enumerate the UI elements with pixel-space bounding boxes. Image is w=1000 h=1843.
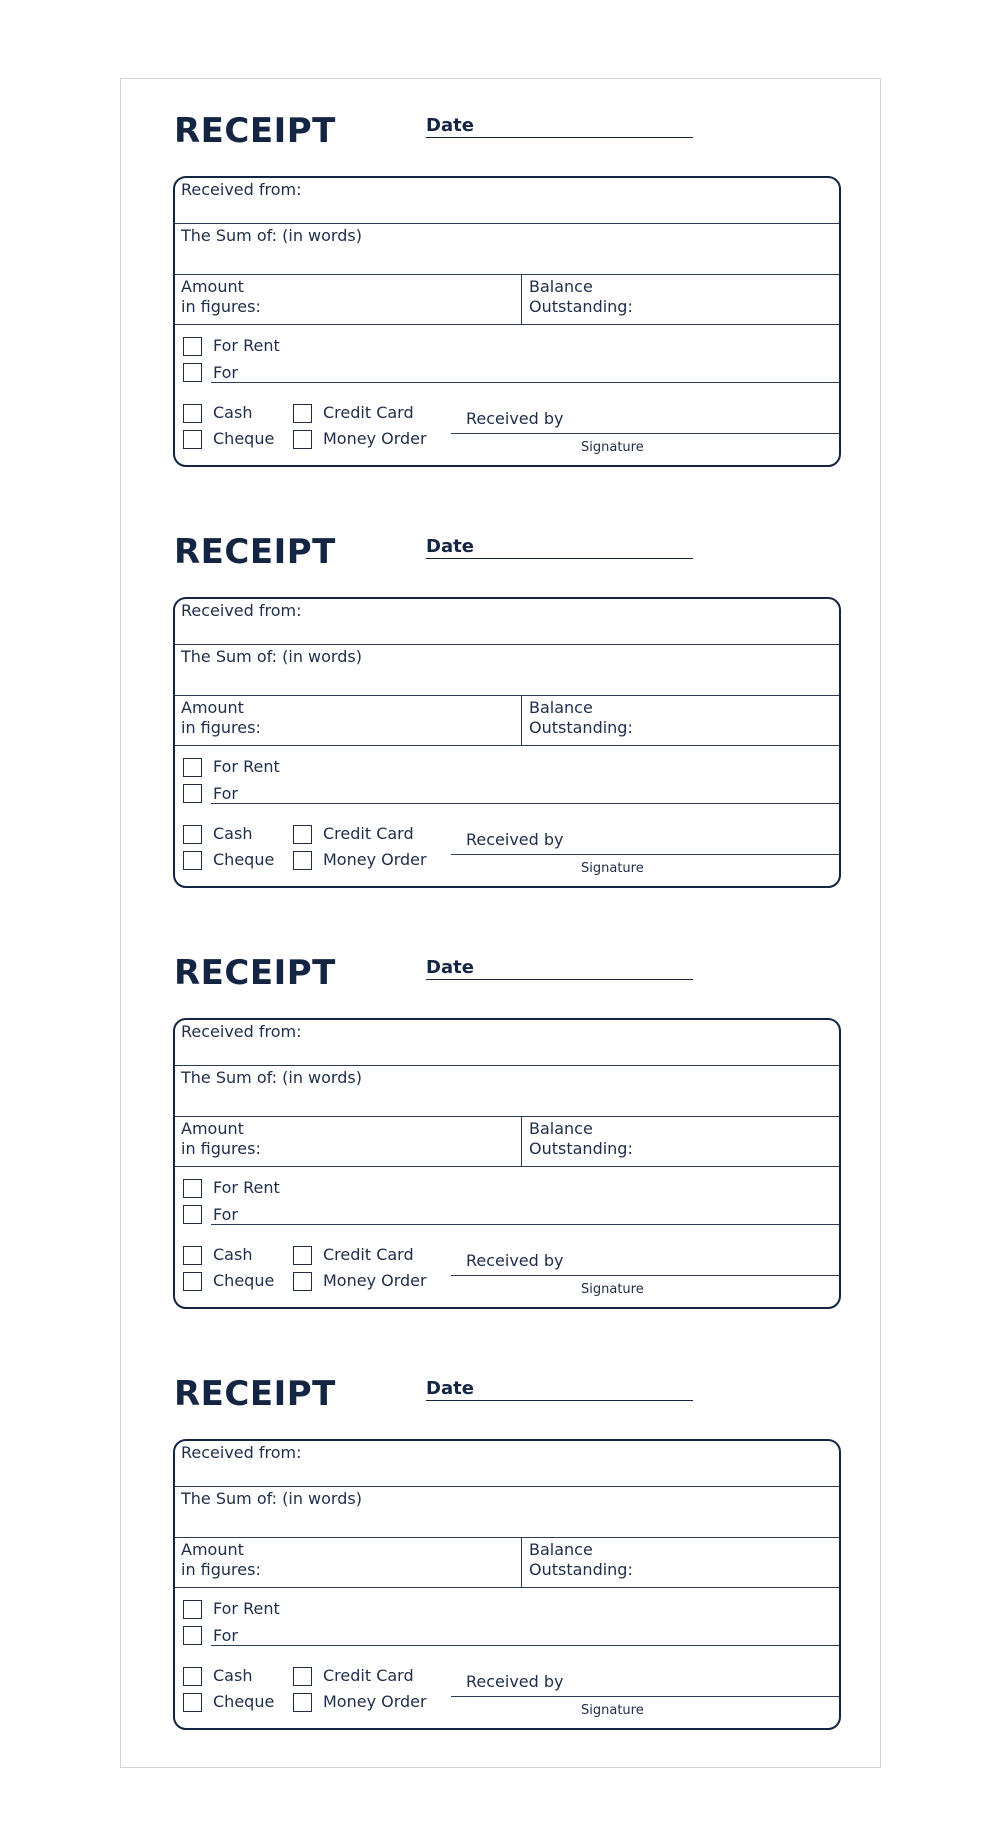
balance-label-line2: Outstanding: xyxy=(529,1139,633,1158)
cheque-checkbox[interactable] xyxy=(183,430,202,449)
divider xyxy=(175,695,839,696)
balance-label-line2: Outstanding: xyxy=(529,1560,633,1579)
money-order-label: Money Order xyxy=(323,850,427,869)
amount-label-line2: in figures: xyxy=(181,297,261,316)
date-label: Date xyxy=(426,957,474,978)
balance-label-line2: Outstanding: xyxy=(529,297,633,316)
money-order-checkbox[interactable] xyxy=(293,430,312,449)
date-label: Date xyxy=(426,115,474,136)
signature-line[interactable] xyxy=(451,854,839,855)
date-field[interactable] xyxy=(426,137,693,138)
divider xyxy=(175,1486,839,1487)
cash-checkbox[interactable] xyxy=(183,404,202,423)
for-label: For xyxy=(213,784,238,803)
for-checkbox[interactable] xyxy=(183,363,202,382)
for-line[interactable] xyxy=(211,382,839,383)
cheque-label: Cheque xyxy=(213,1271,275,1290)
cash-label: Cash xyxy=(213,1666,253,1685)
date-field[interactable] xyxy=(426,1400,693,1401)
cash-checkbox[interactable] xyxy=(183,1667,202,1686)
for-rent-label: For Rent xyxy=(213,757,280,776)
divider xyxy=(175,1116,839,1117)
receipt-form-box xyxy=(173,597,841,888)
for-rent-label: For Rent xyxy=(213,1599,280,1618)
receipt-2 xyxy=(121,500,882,880)
for-label: For xyxy=(213,1626,238,1645)
sum-words-label: The Sum of: (in words) xyxy=(181,226,362,245)
credit-card-label: Credit Card xyxy=(323,824,414,843)
balance-label-line2: Outstanding: xyxy=(529,718,633,737)
receipt-form-box xyxy=(173,176,841,467)
receipt-4 xyxy=(121,1342,882,1722)
received-from-label: Received from: xyxy=(181,1443,302,1462)
signature-label: Signature xyxy=(581,440,644,455)
credit-card-checkbox[interactable] xyxy=(293,1667,312,1686)
money-order-label: Money Order xyxy=(323,429,427,448)
divider xyxy=(175,1537,839,1538)
cash-checkbox[interactable] xyxy=(183,1246,202,1265)
divider xyxy=(175,1065,839,1066)
cheque-label: Cheque xyxy=(213,850,275,869)
cheque-label: Cheque xyxy=(213,1692,275,1711)
divider xyxy=(175,644,839,645)
credit-card-checkbox[interactable] xyxy=(293,825,312,844)
cheque-label: Cheque xyxy=(213,429,275,448)
receipt-sheet xyxy=(120,78,881,1768)
received-by-label: Received by xyxy=(466,409,564,428)
for-label: For xyxy=(213,363,238,382)
for-checkbox[interactable] xyxy=(183,784,202,803)
divider xyxy=(521,1537,522,1587)
money-order-label: Money Order xyxy=(323,1271,427,1290)
date-label: Date xyxy=(426,1378,474,1399)
money-order-checkbox[interactable] xyxy=(293,1272,312,1291)
cash-label: Cash xyxy=(213,1245,253,1264)
divider xyxy=(175,324,839,325)
divider xyxy=(521,274,522,324)
for-line[interactable] xyxy=(211,1645,839,1646)
amount-label-line2: in figures: xyxy=(181,1560,261,1579)
for-label: For xyxy=(213,1205,238,1224)
received-from-label: Received from: xyxy=(181,180,302,199)
balance-label-line1: Balance xyxy=(529,698,593,717)
for-line[interactable] xyxy=(211,803,839,804)
amount-label-line1: Amount xyxy=(181,277,244,296)
for-checkbox[interactable] xyxy=(183,1205,202,1224)
for-rent-checkbox[interactable] xyxy=(183,1600,202,1619)
received-by-label: Received by xyxy=(466,830,564,849)
for-rent-checkbox[interactable] xyxy=(183,1179,202,1198)
received-by-label: Received by xyxy=(466,1251,564,1270)
divider xyxy=(521,1116,522,1166)
for-line[interactable] xyxy=(211,1224,839,1225)
for-rent-label: For Rent xyxy=(213,1178,280,1197)
cheque-checkbox[interactable] xyxy=(183,1693,202,1712)
balance-label-line1: Balance xyxy=(529,1119,593,1138)
divider xyxy=(521,695,522,745)
sum-words-label: The Sum of: (in words) xyxy=(181,647,362,666)
money-order-label: Money Order xyxy=(323,1692,427,1711)
for-rent-checkbox[interactable] xyxy=(183,758,202,777)
date-field[interactable] xyxy=(426,558,693,559)
cash-label: Cash xyxy=(213,403,253,422)
cash-label: Cash xyxy=(213,824,253,843)
receipt-form-box xyxy=(173,1018,841,1309)
for-rent-checkbox[interactable] xyxy=(183,337,202,356)
received-from-label: Received from: xyxy=(181,1022,302,1041)
amount-label-line1: Amount xyxy=(181,698,244,717)
receipt-3 xyxy=(121,921,882,1301)
balance-label-line1: Balance xyxy=(529,1540,593,1559)
cheque-checkbox[interactable] xyxy=(183,1272,202,1291)
receipt-title: RECEIPT xyxy=(174,532,336,572)
amount-label-line2: in figures: xyxy=(181,1139,261,1158)
receipt-form-box xyxy=(173,1439,841,1730)
signature-line[interactable] xyxy=(451,1696,839,1697)
credit-card-label: Credit Card xyxy=(323,403,414,422)
received-from-label: Received from: xyxy=(181,601,302,620)
credit-card-label: Credit Card xyxy=(323,1666,414,1685)
divider xyxy=(175,274,839,275)
signature-label: Signature xyxy=(581,1703,644,1718)
signature-label: Signature xyxy=(581,861,644,876)
credit-card-checkbox[interactable] xyxy=(293,1246,312,1265)
cash-checkbox[interactable] xyxy=(183,825,202,844)
amount-label-line2: in figures: xyxy=(181,718,261,737)
receipt-title: RECEIPT xyxy=(174,111,336,151)
date-label: Date xyxy=(426,536,474,557)
balance-label-line1: Balance xyxy=(529,277,593,296)
date-field[interactable] xyxy=(426,979,693,980)
money-order-checkbox[interactable] xyxy=(293,851,312,870)
received-by-label: Received by xyxy=(466,1672,564,1691)
divider xyxy=(175,1587,839,1588)
for-rent-label: For Rent xyxy=(213,336,280,355)
signature-line[interactable] xyxy=(451,433,839,434)
for-checkbox[interactable] xyxy=(183,1626,202,1645)
divider xyxy=(175,223,839,224)
amount-label-line1: Amount xyxy=(181,1119,244,1138)
receipt-title: RECEIPT xyxy=(174,1374,336,1414)
credit-card-label: Credit Card xyxy=(323,1245,414,1264)
amount-label-line1: Amount xyxy=(181,1540,244,1559)
cheque-checkbox[interactable] xyxy=(183,851,202,870)
signature-label: Signature xyxy=(581,1282,644,1297)
divider xyxy=(175,1166,839,1167)
sum-words-label: The Sum of: (in words) xyxy=(181,1068,362,1087)
credit-card-checkbox[interactable] xyxy=(293,404,312,423)
receipt-title: RECEIPT xyxy=(174,953,336,993)
receipt-1 xyxy=(121,79,882,459)
sum-words-label: The Sum of: (in words) xyxy=(181,1489,362,1508)
money-order-checkbox[interactable] xyxy=(293,1693,312,1712)
signature-line[interactable] xyxy=(451,1275,839,1276)
divider xyxy=(175,745,839,746)
